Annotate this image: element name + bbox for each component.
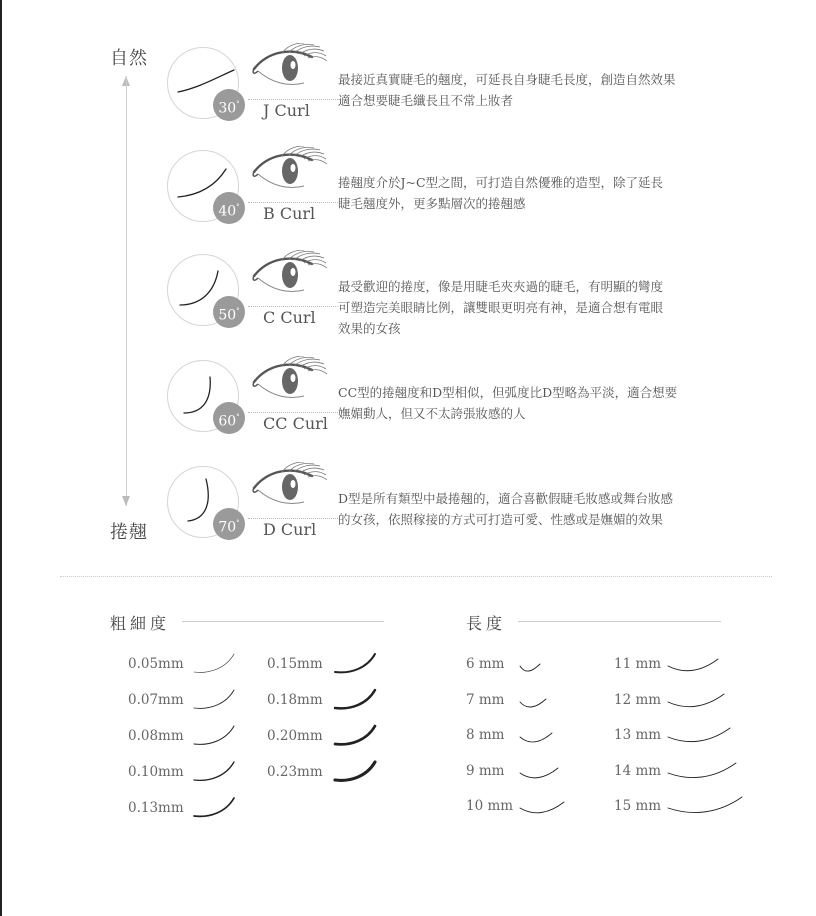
length-item [614,794,764,820]
thickness-label: 0.10mm [128,764,184,780]
curl-row [160,360,760,460]
curl-degree-badge: 70° [213,508,245,540]
eye-icon [248,250,328,308]
length-item [614,652,764,678]
thickness-label: 0.23mm [267,764,323,780]
thickness-item [128,652,248,678]
curl-description: 最接近真實睫毛的翹度，可延長自身睫毛長度，創造自然效果 適合想要睫毛纖長且不常上妝者 [338,72,676,108]
thickness-item [267,688,387,714]
axis-arrow-down-icon [122,496,130,506]
eye-icon [248,462,328,520]
length-label: 14 mm [614,762,662,779]
length-item [466,688,616,714]
length-label: 11 mm [614,656,662,672]
length-item [614,723,764,749]
length-label: 15 mm [614,798,662,814]
curl-dotted-line [248,306,338,307]
thickness-item [128,760,248,786]
length-label: 13 mm [614,727,662,743]
length-item [614,759,764,785]
thickness-item [267,724,387,750]
eye-icon [248,356,328,414]
length-item [466,723,616,749]
curl-description: D型是所有類型中最捲翹的，適合喜歡假睫毛妝感或舞台妝感 的女孩，依照稼接的方式可打造可愛、性感或是嫵媚的效果 [338,491,674,527]
lash-thickness-icon [333,688,379,714]
length-rule [518,621,721,622]
length-item [614,688,764,714]
lash-thickness-icon [192,688,238,714]
thickness-title: 粗細度 [110,614,171,633]
lash-length-icon [666,723,734,749]
length-label: 7 mm [466,691,505,708]
length-label: 6 mm [466,656,505,672]
axis-top-label: 自然 [110,48,148,69]
lash-length-icon [666,759,740,785]
length-label: 10 mm [466,798,514,814]
lash-length-icon [518,652,544,678]
length-item [466,759,616,785]
curl-name: B Curl [263,204,316,223]
length-label: 12 mm [614,691,662,708]
lash-length-icon [666,794,746,820]
thickness-item [128,724,248,750]
curl-degree-badge: 50° [213,296,245,328]
length-title: 長度 [466,614,507,633]
lash-length-icon [518,794,568,820]
curl-row [160,47,760,147]
lash-thickness-icon [192,724,238,750]
length-item [466,652,616,678]
curl-degree-badge: 60° [213,402,245,434]
thickness-item [128,688,248,714]
lash-thickness-icon [333,652,379,678]
thickness-label: 0.13mm [128,800,184,816]
curl-description: 捲翹度介於J~C型之間，可打造自然優雅的造型，除了延長 睫毛翹度外，更多點層次的捲翹感 [338,175,664,211]
curl-degree-badge: 40° [213,192,245,224]
curl-description: CC型的捲翹度和D型相似，但弧度比D型略為平淡，適合想要 嫵媚動人，但又不太誇張妝感的人 [338,385,678,421]
thickness-label: 0.15mm [267,656,323,672]
curl-row [160,466,760,566]
curl-name: C Curl [263,308,316,327]
curl-dotted-line [248,518,338,519]
lash-length-icon [666,688,728,714]
left-border [0,0,2,916]
lash-thickness-icon [192,796,238,822]
axis-bottom-label: 捲翹 [110,522,148,543]
curl-name: J Curl [263,101,310,120]
curl-degree-badge: 30° [213,89,245,121]
curl-row [160,254,760,354]
lash-thickness-icon [192,652,238,678]
lash-thickness-icon [333,760,379,786]
length-label: 8 mm [466,727,505,743]
curl-name: CC Curl [263,414,328,433]
thickness-item [267,652,387,678]
lash-length-icon [518,723,556,749]
thickness-label: 0.20mm [267,728,323,744]
length-item [466,794,616,820]
thickness-label: 0.08mm [128,728,184,744]
curl-description: 最受歡迎的捲度，像是用睫毛夾夾過的睫毛，有明顯的彎度 可塑造完美眼睛比例，讓雙眼更明亮有神，是適合想有電眼 效果的女孩 [338,279,664,336]
section-divider [60,576,772,577]
curl-name: D Curl [263,520,317,539]
thickness-label: 0.07mm [128,692,184,708]
curl-dotted-line [248,202,338,203]
thickness-label: 0.18mm [267,692,323,708]
lash-thickness-icon [333,724,379,750]
thickness-item [267,760,387,786]
curl-dotted-line [248,412,338,413]
length-label: 9 mm [466,762,505,779]
curl-dotted-line [248,99,338,100]
lash-thickness-icon [192,760,238,786]
thickness-label: 0.05mm [128,656,184,672]
lash-length-icon [518,688,550,714]
curl-row [160,150,760,250]
thickness-item [128,796,248,822]
eye-icon [248,146,328,204]
eye-icon [248,43,328,101]
axis-line [126,76,127,506]
lash-length-icon [518,759,562,785]
lash-length-icon [666,652,722,678]
thickness-rule [182,621,384,622]
